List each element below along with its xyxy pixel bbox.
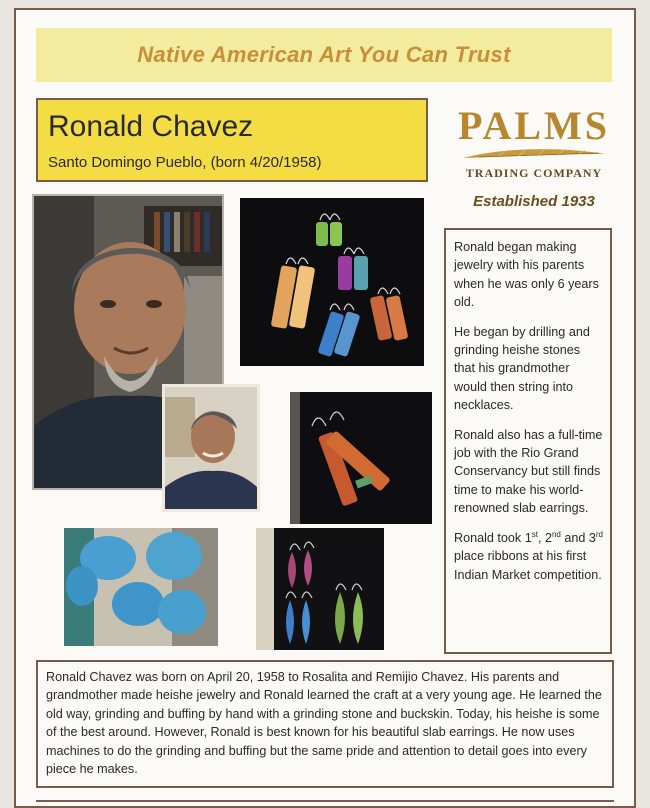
bio-paragraph-2: He began by drilling and grinding heishe stones that his grandmother would then string into necklaces. [454,324,590,413]
artist-name-box [36,98,428,182]
established-text: Established 1933 [473,193,595,210]
bio-paragraph-1: Ronald began making jewelry with his parents when he was only 6 years old. [454,240,599,310]
palms-logo [440,103,628,216]
earrings-photo-2 [290,392,432,524]
earrings-photo-4 [256,528,384,650]
header-banner [36,28,612,82]
feather-icon [459,146,609,164]
flyer-sheet [14,8,636,808]
bio-paragraph-3: Ronald also has a full-time job with the Rio Grand Conservancy but still finds time to make his world-renowned slab earrings. [454,427,603,516]
earrings-photo-3 [64,528,218,646]
banner-text: Native American Art You Can Trust [137,42,511,67]
bio-sidebar [444,228,612,654]
bottom-divider [36,800,614,802]
logo-company: TRADING COMPANY [465,166,603,180]
earrings-photo-1 [240,198,424,366]
biography-paragraph: Ronald Chavez was born on April 20, 1958 to Rosalita and Remijio Chavez. His parents and grandmother made heishe jewelry and Ronald learned the craft at a very young age. He learned the old way, grinding and buffing by hand with a grinding stone and buckskin. Today, his heishe is some of the best around. However, Ronald is best known for his beautiful slab earrings. He now uses machines to do the grinding and buffing but the same pride and attention to detail goes into every piece he makes. [36,660,614,788]
artist-subtitle: Santo Domingo Pueblo, (born 4/20/1958) [48,154,322,171]
logo-brand: PALMS [457,103,611,148]
bio-paragraph-4: Ronald took 1st, 2nd and 3rd place ribbons at his first Indian Market competition. [454,529,604,582]
artist-inset-photo [162,384,260,512]
artist-name: Ronald Chavez [48,110,254,143]
